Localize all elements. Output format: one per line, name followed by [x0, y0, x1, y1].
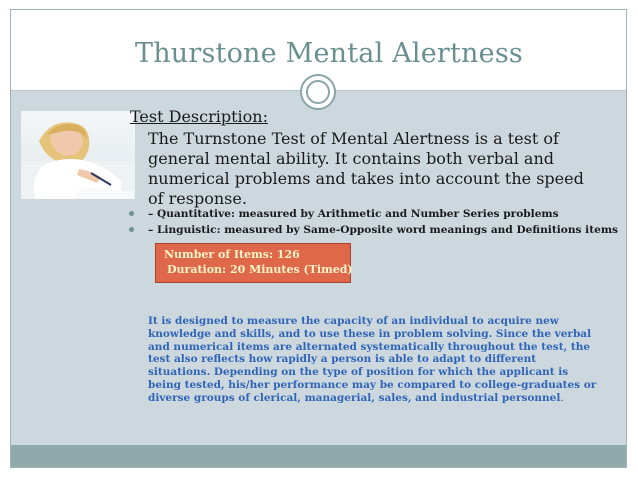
divider-right	[336, 90, 626, 91]
woman-writing-photo	[21, 111, 135, 199]
divider-left	[11, 90, 300, 91]
bullet-icon	[129, 211, 134, 216]
bullet-list	[129, 206, 619, 238]
circle-ornament-icon	[300, 74, 336, 110]
section-heading: Test Description:	[130, 107, 268, 126]
list-item	[129, 206, 609, 222]
bullet-icon	[129, 227, 134, 232]
purpose-paragraph	[148, 315, 600, 405]
items-count: Number of Items: 126	[164, 248, 300, 261]
test-description: The Turnstone Test of Mental Alertness is a test of general mental ability. It contains both verbal and numerical problems and takes into account the speed of response.	[148, 129, 584, 208]
list-item	[129, 222, 619, 238]
bullet-text: – Quantitative: measured by Arithmetic and Number Series problems	[148, 208, 559, 220]
purpose-period: .	[560, 391, 564, 404]
footer-band	[11, 445, 626, 467]
bullet-text: – Linguistic: measured by Same-Opposite word meanings and Definitions items	[148, 224, 619, 236]
test-duration: Duration: 20 Minutes (Timed)	[167, 263, 353, 276]
slide	[10, 9, 627, 468]
test-info-callout	[155, 243, 351, 283]
slide-title: Thurstone Mental Alertness	[135, 38, 523, 69]
purpose-text: It is designed to measure the capacity of an individual to acquire new knowledge and skills, and to use these in problem solving. Since the verbal and numerical items are alternated systematically throughout the test, the test also reflects how rapidly a person is able to adapt to different situations. Depending on the type of position for which the applicant is being tested, his/her performance may be compared to college-graduates or diverse groups of clerical, managerial, sales, and industrial personnel	[148, 315, 597, 404]
